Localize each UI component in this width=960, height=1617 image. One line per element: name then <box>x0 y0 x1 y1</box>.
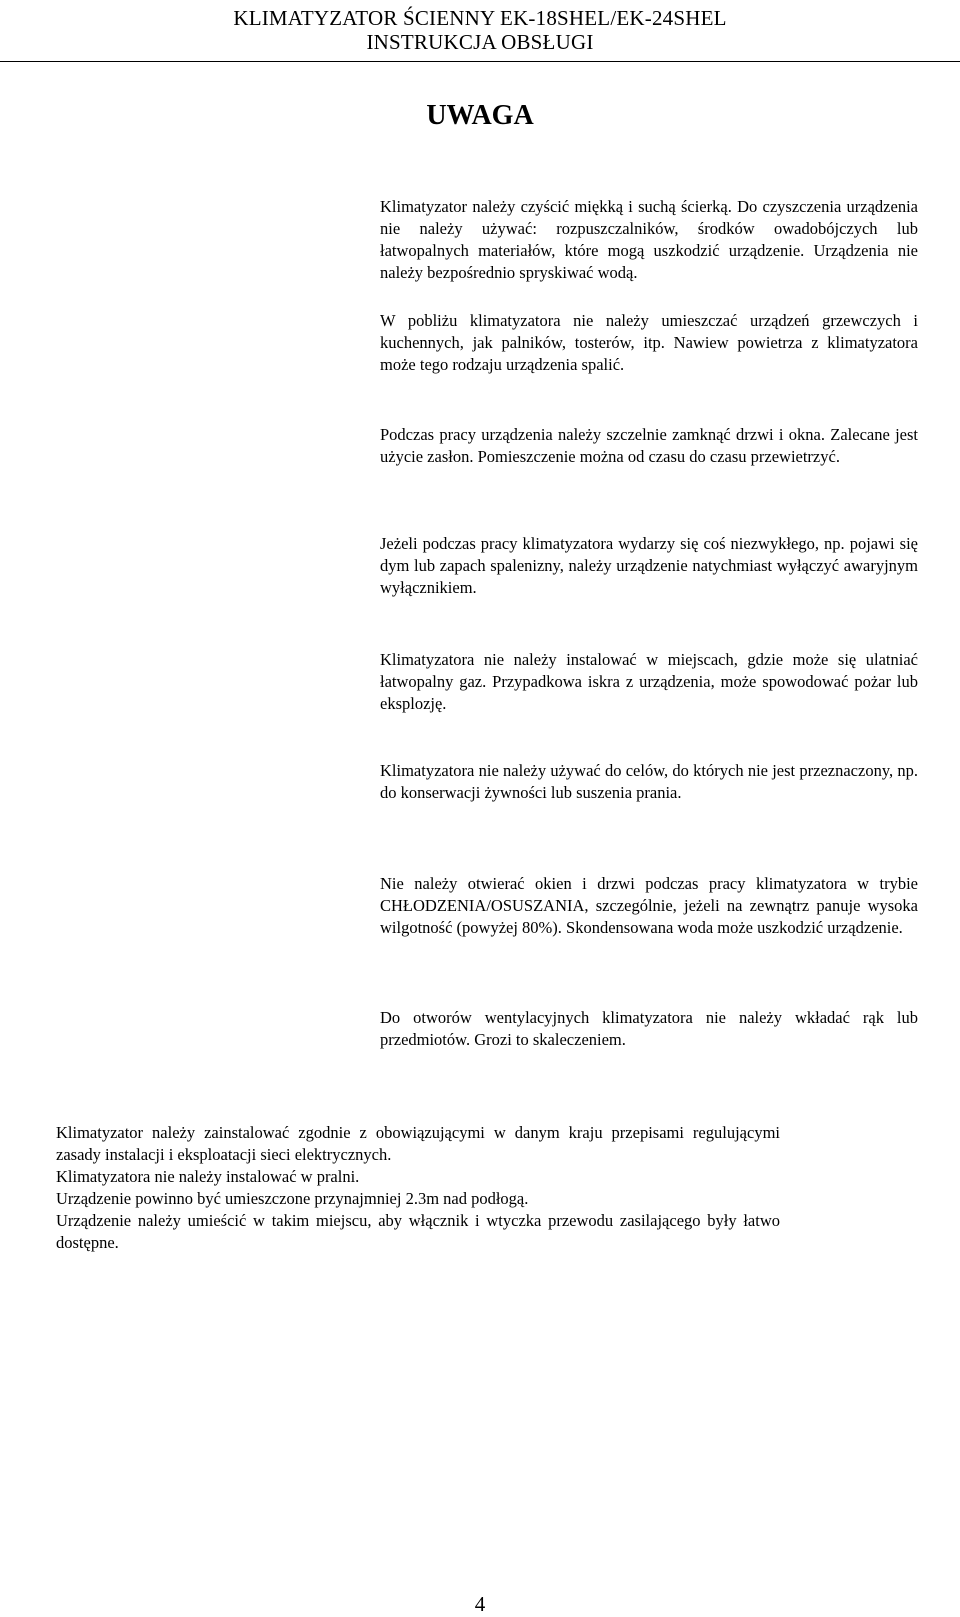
warning-note-humidity: Nie należy otwierać okien i drzwi podczas pracy klimatyzatora w trybie CHŁODZENIA/OSUSZANIA, szczególnie, jeżeli na zewnątrz panuje wysoka wilgotność (powyżej 80%). Skondensowana woda może uszkodzić urządzenie. <box>380 874 918 937</box>
warning-note-doors-windows: Podczas pracy urządzenia należy szczelnie zamknąć drzwi i okna. Zalecane jest użycie zasłon. Pomieszczenie można od czasu do czasu przewietrzyć. <box>380 425 918 466</box>
installation-note-access: Urządzenie należy umieścić w takim miejscu, aby włącznik i wtyczka przewodu zasilającego były łatwo dostępne. <box>56 1211 780 1252</box>
page-title: UWAGA <box>426 100 534 131</box>
page-number: 4 <box>474 1592 486 1616</box>
installation-note-laundry: Klimatyzatora nie należy instalować w pralni. <box>56 1167 360 1186</box>
warning-note-heaters: W pobliżu klimatyzatora nie należy umieszczać urządzeń grzewczych i kuchennych, jak palników, tosterów, itp. Nawiew powietrza z klimatyzatora może tego rodzaju urządzenia spalić. <box>380 311 918 374</box>
installation-note-regulations: Klimatyzator należy zainstalować zgodnie z obowiązującymi w danym kraju przepisami regulującymi zasady instalacji i eksploatacji sieci elektrycznych. <box>56 1123 780 1164</box>
header-product-title: KLIMATYZATOR ŚCIENNY EK-18SHEL/EK-24SHEL <box>233 6 727 30</box>
page-header <box>0 0 960 54</box>
installation-notes <box>56 1122 780 1254</box>
header-manual-title: INSTRUKCJA OBSŁUGI <box>366 30 594 54</box>
warning-note-cleaning: Klimatyzator należy czyścić miękką i suchą ścierką. Do czyszczenia urządzenia nie należy używać: rozpuszczalników, środków owadobójczych lub łatwopalnych materiałów, które mogą uszkodzić urządzenie. Urządzenia nie należy bezpośrednio spryskiwać wodą. <box>380 197 918 282</box>
warning-note-emergency: Jeżeli podczas pracy klimatyzatora wydarzy się coś niezwykłego, np. pojawi się dym lub zapach spalenizny, należy urządzenie natychmiast wyłączyć awaryjnym wyłącznikiem. <box>380 534 918 597</box>
warning-note-intended-use: Klimatyzatora nie należy używać do celów, do których nie jest przeznaczony, np. do konserwacji żywności lub suszenia prania. <box>380 761 918 802</box>
warning-note-flammable-gas: Klimatyzatora nie należy instalować w miejscach, gdzie może się ulatniać łatwopalny gaz. Przypadkowa iskra z urządzenia, może spowodować pożar lub eksplozję. <box>380 650 918 713</box>
header-divider <box>0 61 960 62</box>
installation-note-height: Urządzenie powinno być umieszczone przynajmniej 2.3m nad podłogą. <box>56 1189 529 1208</box>
warning-note-vents: Do otworów wentylacyjnych klimatyzatora nie należy wkładać rąk lub przedmiotów. Grozi to skaleczeniem. <box>380 1008 918 1049</box>
